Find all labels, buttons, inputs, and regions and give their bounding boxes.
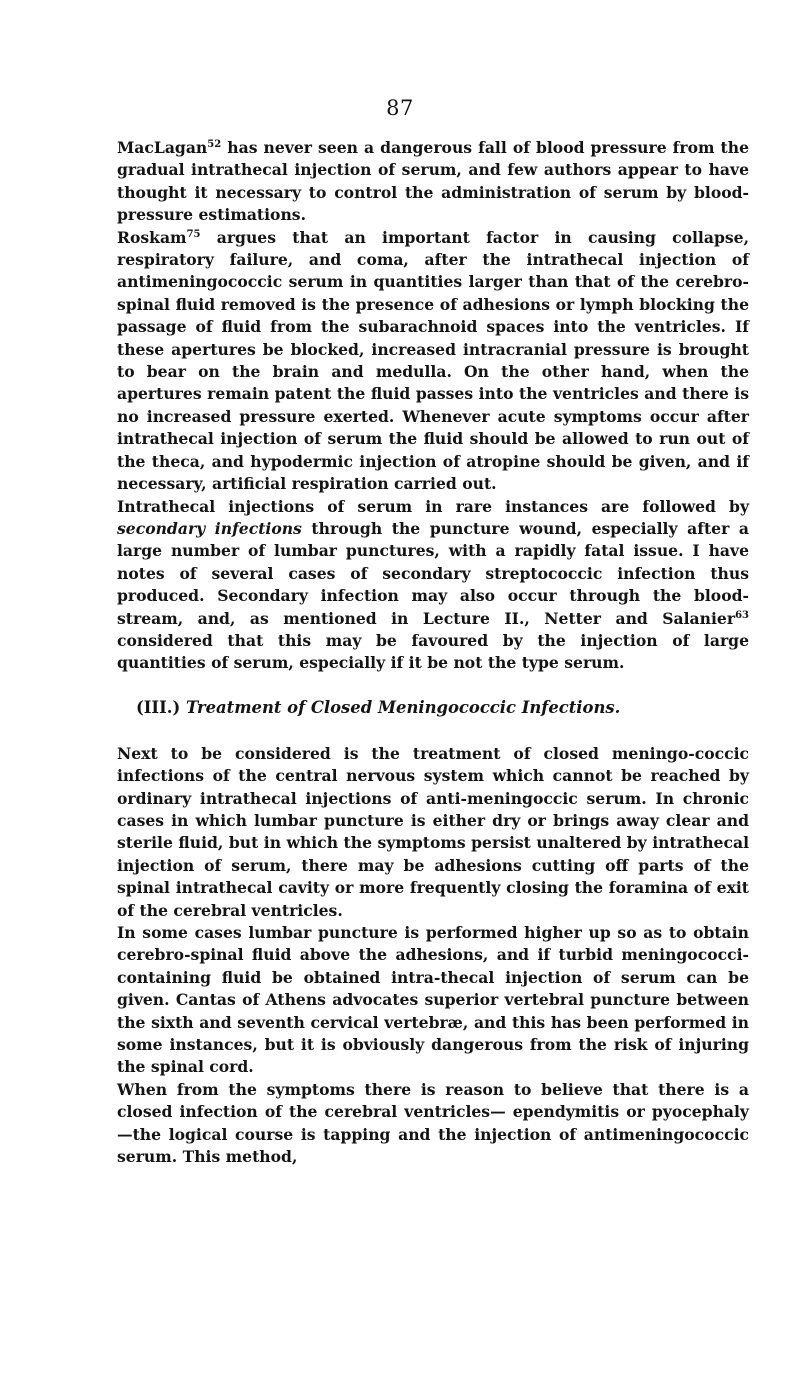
paragraph-text: Intrathecal injections of serum in rare instances are followed by [117,496,749,516]
paragraph-secondary-infections [117,496,749,675]
paragraph-text: through the puncture wound, especially after a large number of lumbar punctures, with a rapidly fatal issue. I have notes of several cases of secondary streptococcic infection thus produced. Secondary infection may also occur through the blood-stream, and, as mentioned in Lecture II., Netter and Salanier [117,518,749,628]
reference-number: 63 [735,609,749,621]
text-column [117,137,749,1168]
page-number: 87 [386,96,414,120]
section-title: Treatment of Closed Meningococcic Infections. [185,697,621,717]
paragraph-text: argues that an important factor in causing collapse, respiratory failure, and coma, after the intrathecal injection of antimeningococcic serum in quantities larger than that of the cerebro-spinal fluid removed is the presence of adhesions or lymph blocking the passage of fluid from the subarachnoid spaces into the ventricles. If these apertures be blocked, increased intracranial pressure is brought to bear on the brain and medulla. On the other hand, when the apertures remain patent the fluid passes into the ventricles and there is no increased pressure exerted. Whenever acute symptoms occur after intrathecal injection of serum the fluid should be allowed to run out of the theca, and hypodermic injection of atropine should be given, and if necessary, artificial respiration carried out. [117,227,749,494]
paragraph-roskam [117,227,749,496]
paragraph-ventricles: When from the symptoms there is reason to believe that there is a closed infection of the cerebral ventricles— ependymitis or pyocephaly—the logical course is tapping and the injection of antimeningococcic serum. This method, [117,1079,749,1167]
paragraph-lumbar-puncture: In some cases lumbar puncture is performed higher up so as to obtain cerebro-spinal fluid above the adhesions, and if turbid meningococci-containing fluid be obtained intra-thecal injection of serum can be given. Cantas of Athens advocates superior vertebral puncture between the sixth and seventh cervical vertebræ, and this has been performed in some instances, but it is obviously dangerous from the risk of injuring the spinal cord. [117,923,749,1077]
reference-number: 75 [186,228,201,240]
author-name: Roskam [117,227,187,247]
paragraph-maclagan [117,137,749,227]
section-heading [117,697,749,719]
paragraph-text: has never seen a dangerous fall of blood pressure from the gradual intrathecal injection of serum, and few authors appear to have thought it necessary to control the administration of serum by blood-pressure estimations. [117,138,749,225]
author-name: MacLagan [117,138,208,157]
italic-term: secondary infections [117,518,302,538]
reference-number: 52 [207,138,222,150]
paragraph-closed-infections: Next to be considered is the treatment of closed meningo-coccic infections of the central nervous system which cannot be reached by ordinary intrathecal injections of anti-meningoccic serum. In chronic cases in which lumbar puncture is either dry or brings away clear and sterile fluid, but in which the symptoms persist unaltered by intrathecal injection of serum, there may be adhesions cutting off parts of the spinal intrathecal cavity or more frequently closing the foramina of exit of the cerebral ventricles. [117,743,749,920]
paragraph-text: considered that this may be favoured by the injection of large quantities of serum, especially if it be not the type serum. [117,630,749,673]
section-numeral: (III.) [136,697,181,717]
